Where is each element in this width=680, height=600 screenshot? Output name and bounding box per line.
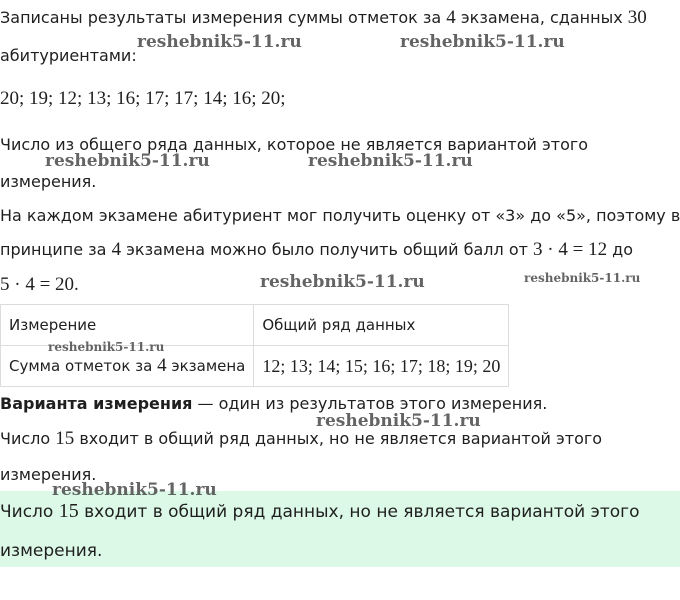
explain-text-3: до — [607, 240, 634, 259]
watermark: reshebnik5-11.ru — [400, 32, 565, 52]
answer-number: 15 — [58, 500, 79, 522]
answer-box — [0, 491, 680, 567]
watermark: reshebnik5-11.ru — [524, 271, 641, 285]
conclusion-line-1 — [0, 427, 602, 451]
watermark: reshebnik5-11.ru — [137, 32, 302, 52]
explain-text: принципе за — [0, 240, 112, 259]
answer-line-2: измерения. — [0, 541, 103, 561]
conclusion-text-2: входит в общий ряд данных, но не является вариантой этого — [74, 429, 603, 448]
definition-term: Варианта измерения — [0, 394, 193, 413]
watermark: reshebnik5-11.ru — [260, 272, 425, 292]
data-row: 20; 19; 12; 13; 16; 17; 17; 14; 16; 20; — [0, 88, 286, 109]
student-count: 30 — [627, 7, 647, 28]
explain-line-2 — [0, 238, 633, 262]
table-header-measurement: Измерение — [1, 305, 254, 346]
watermark: reshebnik5-11.ru — [308, 151, 473, 171]
answer-text-2: входит в общий ряд данных, но не является вариантой этого — [78, 502, 640, 522]
watermark: reshebnik5-11.ru — [316, 411, 481, 431]
min-score-formula: 3 · 4 = 12 — [533, 239, 608, 260]
cell-text: Сумма отметок за — [9, 357, 158, 375]
intro-line-2: абитуриентами: — [0, 46, 137, 65]
cell-number: 4 — [157, 355, 167, 376]
question-line-2: измерения. — [0, 172, 97, 191]
exam-count: 4 — [446, 7, 456, 28]
exam-count-2: 4 — [111, 239, 122, 260]
table-cell-series: 12; 13; 14; 15; 16; 17; 18; 19; 20 — [254, 346, 509, 387]
conclusion-number: 15 — [55, 428, 75, 449]
explain-line-1: На каждом экзамене абитуриент мог получить оценку от «3» до «5», поэтому в — [0, 206, 680, 225]
intro-line-1 — [0, 6, 647, 30]
watermark: reshebnik5-11.ru — [48, 340, 165, 354]
question-line-1: Число из общего ряда данных, которое не является вариантой этого — [0, 135, 589, 154]
intro-text-2: экзамена, сданных — [455, 8, 628, 27]
watermark: reshebnik5-11.ru — [45, 151, 210, 171]
intro-text: Записаны результаты измерения суммы отметок за — [0, 8, 447, 27]
max-score-formula: 5 · 4 = 20. — [0, 274, 79, 295]
answer-line-1 — [0, 499, 640, 524]
definition-text: — один из результатов этого измерения. — [192, 394, 548, 413]
table-header-series: Общий ряд данных — [254, 305, 509, 346]
cell-text-2: экзамена — [166, 357, 246, 375]
explain-text-2: экзамена можно было получить общий балл от — [121, 240, 534, 259]
watermark: reshebnik5-11.ru — [52, 480, 217, 500]
answer-text: Число — [0, 502, 59, 522]
conclusion-text: Число — [0, 429, 56, 448]
conclusion-line-2: измерения. — [0, 465, 97, 484]
